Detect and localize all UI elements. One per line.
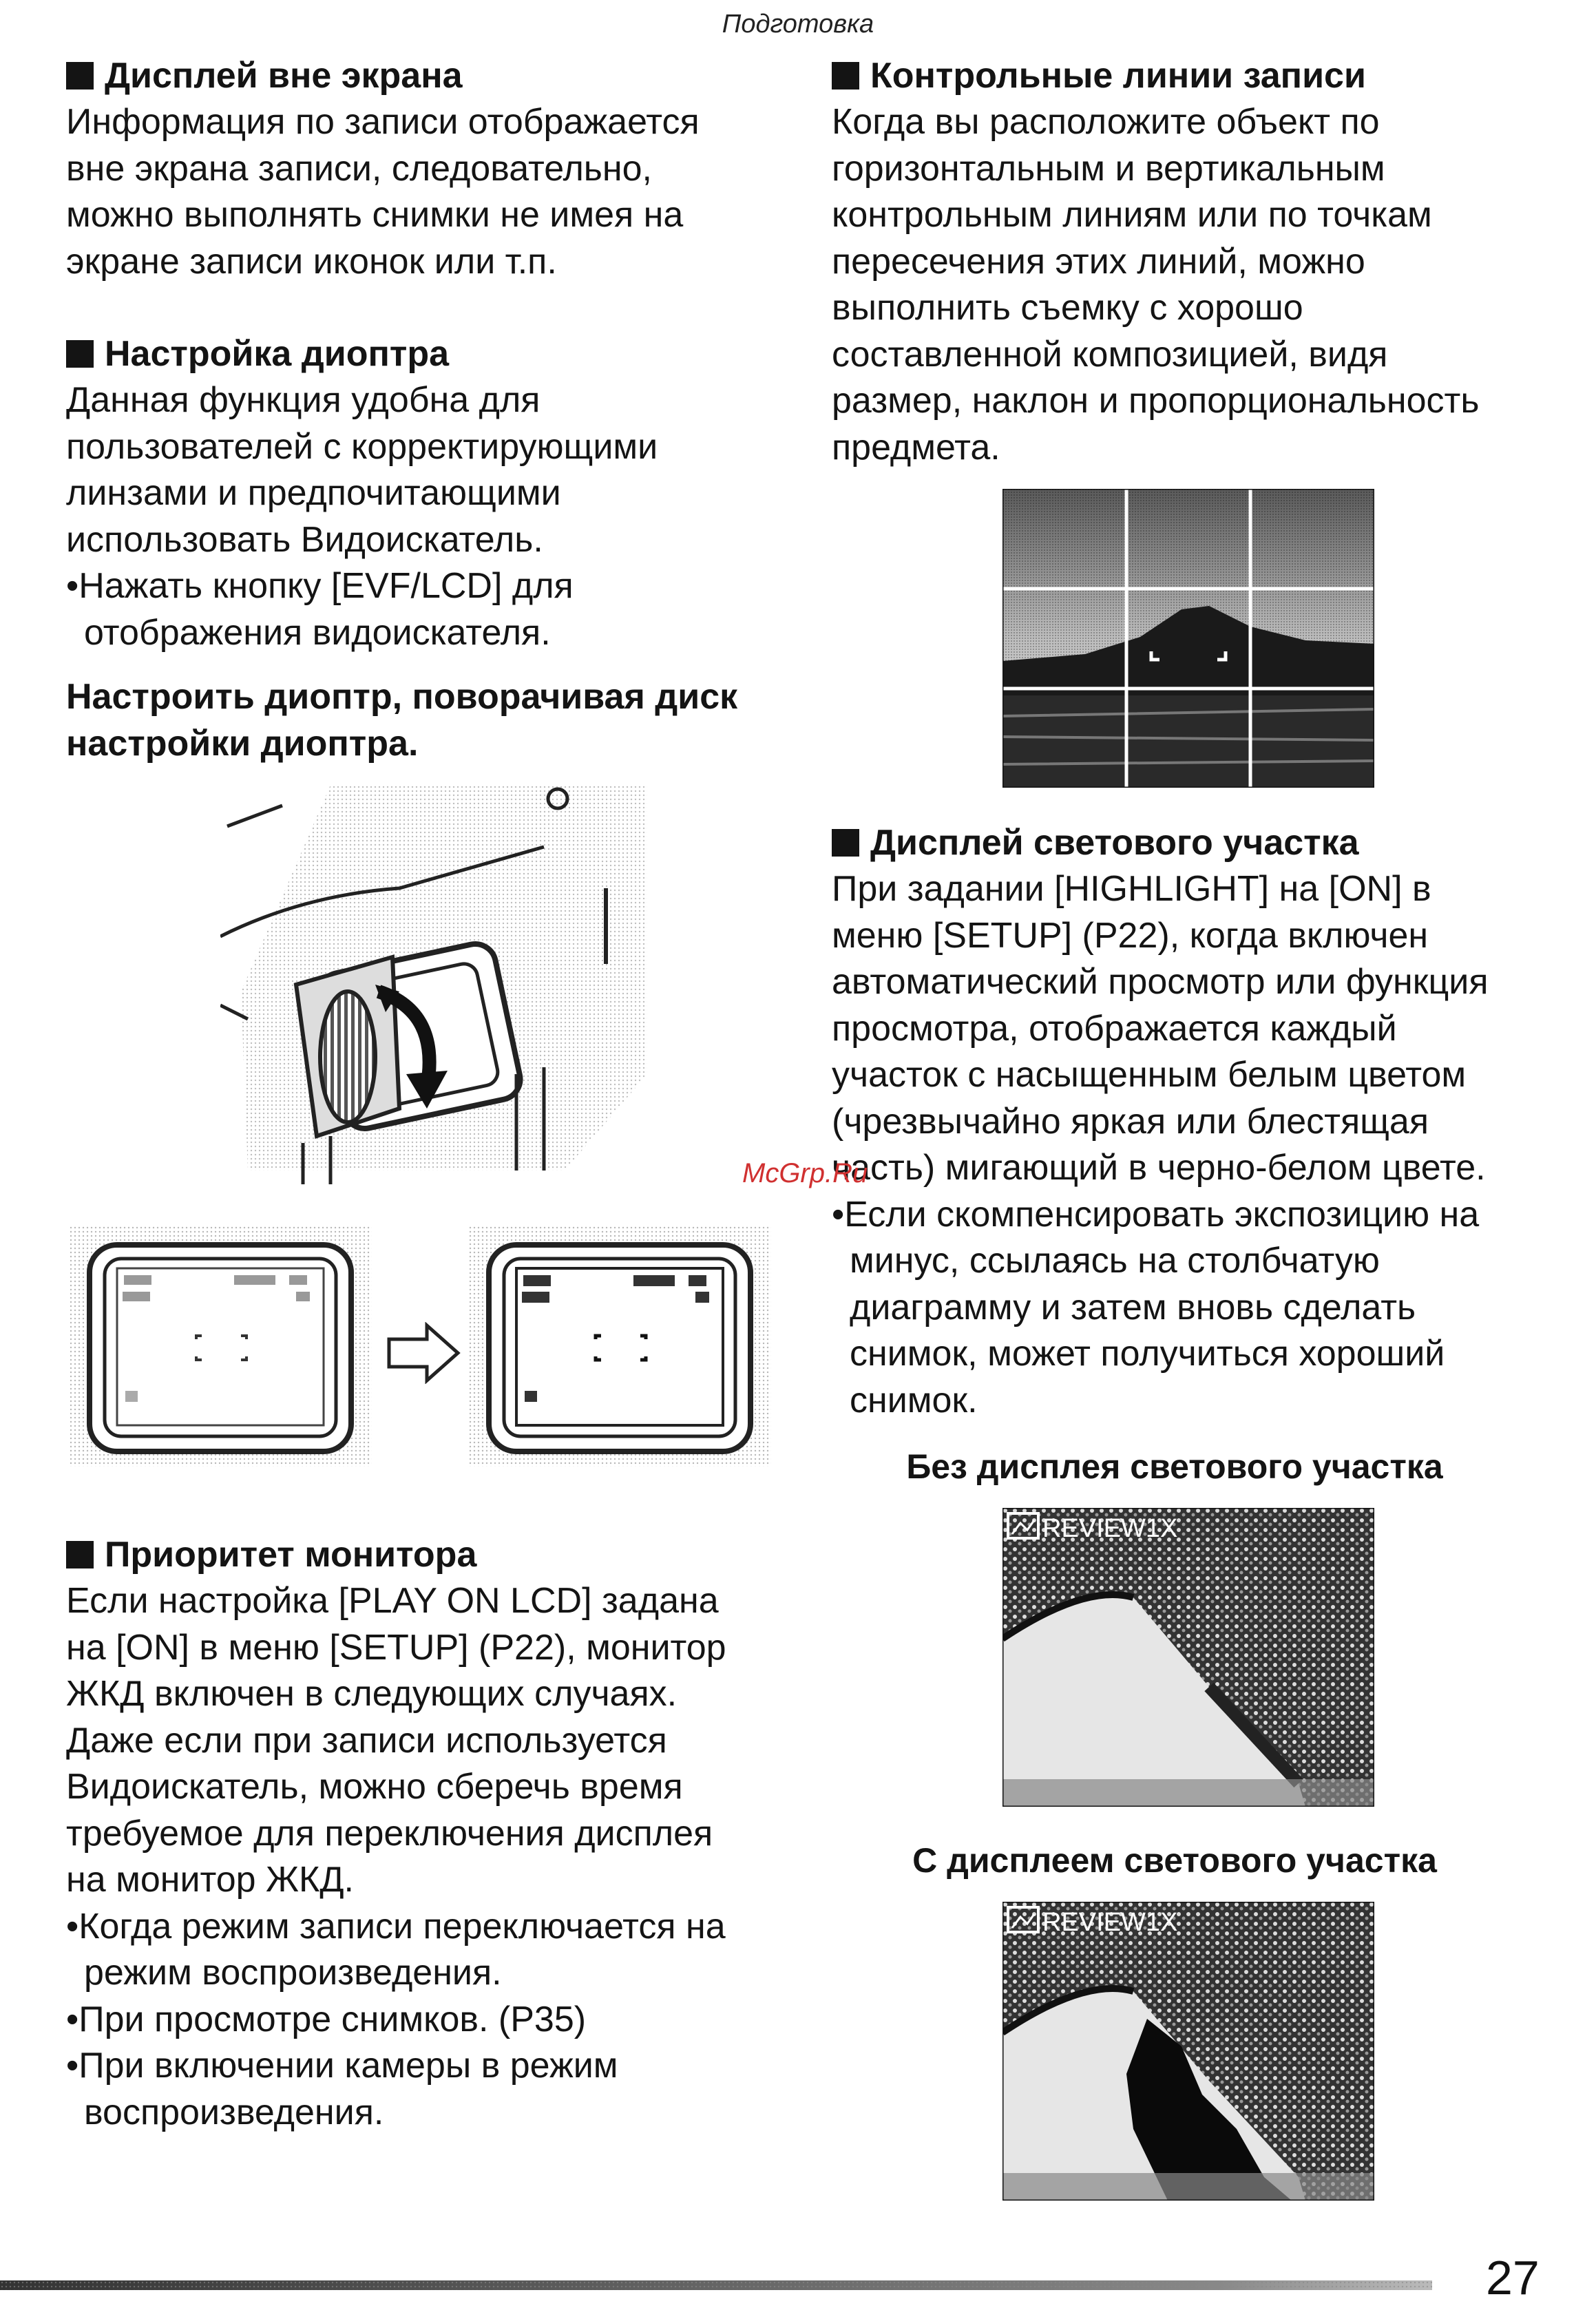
square-bullet-icon: [66, 340, 94, 368]
caption-with-highlight: С дисплеем светового участка: [912, 1841, 1437, 1880]
guides-text: Когда вы расположите объект по горизонтальным и вертикальным контрольным линиям или по точкам пересечения этих линий, можно выполнить съемку с хорошо составленной композицией, видя размер, наклон и пропорциональность предмета.: [832, 102, 1480, 468]
section-title-diopter: Настройка диоптра: [66, 330, 449, 377]
highlight-text: При задании [HIGHLIGHT] на [ON] в меню [SETUP] (P22), когда включен автоматический просмотр или функция просмотра, отображается каждый участок с насыщенным белым цветом (чрезвычайно яркая или блестящая часть) мигающий в черно-белом цвете. •Если скомпенсировать экспозицию на минус, ссылаясь на столбчатую диаграмму и затем вновь сделать снимок, может получиться хороший снимок.: [832, 869, 1489, 1420]
diopter-text: Данная функция удобна для пользователей с корректирующими линзами и предпочитающими использовать Видоискатель. •Нажать кнопку [EVF/LCD] для отображения видоискателя.: [66, 380, 658, 653]
watermark: McGrp.Ru: [742, 1158, 868, 1188]
caption-without-highlight: Без дисплея светового участка: [906, 1447, 1443, 1486]
square-bullet-icon: [832, 829, 859, 857]
square-bullet-icon: [66, 1541, 94, 1568]
review-label: REVIEW1X: [1042, 1908, 1178, 1937]
monitor-text: Если настройка [PLAY ON LCD] задана на [ON] в меню [SETUP] (P22), монитор ЖКД включен в следующих случаях. Даже если при записи используется Видоискатель, можно сберечь время требуемое для переключения дисплея на монитор ЖКД. •Когда режим записи переключается на режим воспроизведения. •При просмотре снимков. (P35) •При включении камеры в режим воспроизведения.: [66, 1581, 726, 2132]
page-number: 27: [1486, 2251, 1540, 2305]
review-photo-with-highlight: [1002, 1902, 1374, 2201]
arrow-right-icon: [386, 1322, 461, 1384]
bottom-rule: [0, 2280, 1432, 2290]
diopter-dial-illustration: [220, 785, 647, 1184]
guide-lines-photo: [1002, 489, 1374, 788]
square-bullet-icon: [66, 62, 94, 90]
offscreen-text: Информация по записи отображается вне экрана записи, следовательно, можно выполнять снимки не имея на экране записи иконок или т.п.: [66, 102, 700, 282]
review-label: REVIEW1X: [1042, 1514, 1178, 1543]
section-title-offscreen: Дисплей вне экрана: [66, 52, 463, 99]
viewfinder-before: [69, 1226, 372, 1467]
square-bullet-icon: [832, 62, 859, 90]
page-header: Подготовка: [722, 10, 874, 39]
section-title-highlight: Дисплей светового участка: [832, 819, 1359, 866]
section-title-guides: Контрольные линии записи: [832, 52, 1366, 99]
section-title-monitor: Приоритет монитора: [66, 1531, 476, 1578]
review-photo-without-highlight: [1002, 1508, 1374, 1807]
diopter-instruction: Настроить диоптр, поворачивая диск настройки диоптра.: [66, 677, 738, 764]
viewfinder-after: [468, 1226, 771, 1467]
